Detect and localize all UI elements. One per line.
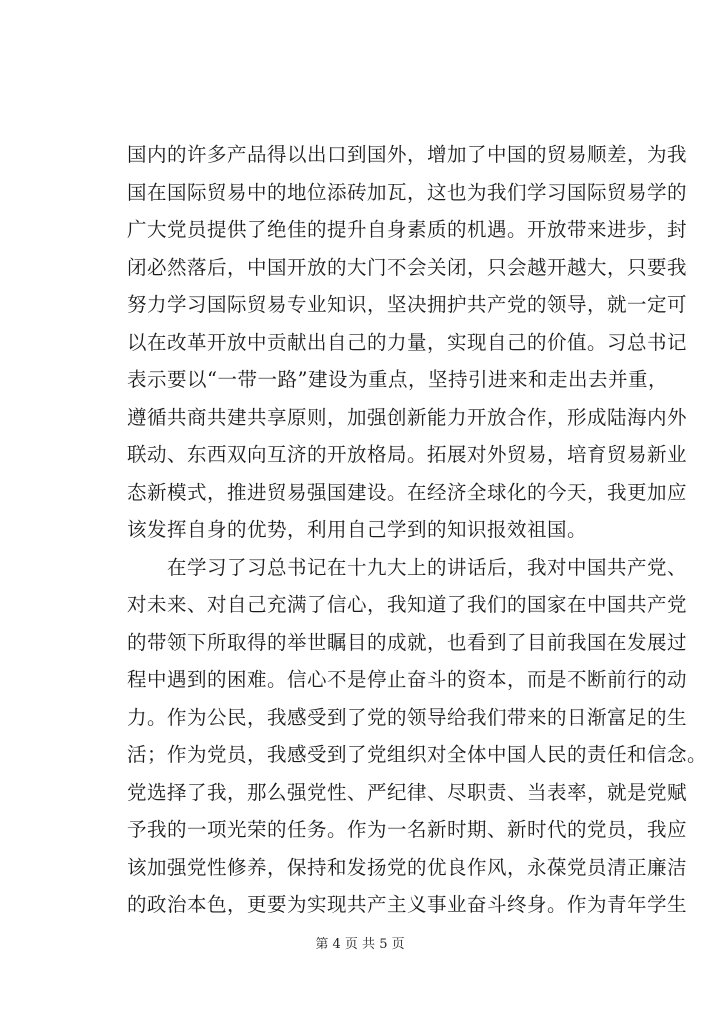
text-line: 的带领下所取得的举世瞩目的成就，也看到了目前我国在发展过 — [127, 630, 688, 654]
text-line: 国内的许多产品得以出口到国外，增加了中国的贸易顺差，为我 — [127, 143, 688, 166]
text-line: 该发挥自身的优势，利用自己学到的知识报效祖国。 — [127, 518, 588, 541]
text-line: 国在国际贸易中的地位添砖加瓦，这也为我们学习国际贸易学的 — [127, 180, 688, 204]
body-text — [127, 136, 708, 924]
text-line: 力。作为公民，我感受到了党的领导给我们带来的日渐富足的生 — [127, 705, 688, 729]
text-line: 遵循共商共建共享原则，加强创新能力开放合作，形成陆海内外 — [127, 405, 688, 429]
paragraph-1 — [127, 136, 688, 549]
page-footer: 第 4 页 共 5 页 — [315, 937, 405, 952]
text-line: 程中遇到的困难。信心不是停止奋斗的资本，而是不断前行的动 — [127, 668, 688, 691]
text-line: 在学习了习总书记在十九大上的讲话后，我对中国共产党、 — [127, 555, 688, 579]
text-line: 党选择了我，那么强党性、严纪律、尽职责、当表率，就是党赋 — [127, 780, 688, 804]
text-line: 以在改革开放中贡献出自己的力量，实现自己的价值。习总书记 — [127, 330, 688, 354]
text-line: 闭必然落后，中国开放的大门不会关闭，只会越开越大，只要我 — [127, 255, 688, 279]
text-line: 对未来、对自己充满了信心，我知道了我们的国家在中国共产党 — [127, 593, 688, 616]
text-line: 予我的一项光荣的任务。作为一名新时期、新时代的党员，我应 — [127, 818, 688, 841]
text-line: 的政治本色，更要为实现共产主义事业奋斗终身。作为青年学生 — [127, 893, 688, 916]
text-line: 表示要以“一带一路”建设为重点，坚持引进来和走出去并重， — [127, 368, 668, 391]
text-line: 该加强党性修养，保持和发扬党的优良作风，永葆党员清正廉洁 — [127, 855, 688, 879]
text-line: 活；作为党员，我感受到了党组织对全体中国人民的责任和信念。 — [127, 743, 708, 766]
text-line: 联动、东西双向互济的开放格局。拓展对外贸易，培育贸易新业 — [127, 443, 688, 466]
text-line: 广大党员提供了绝佳的提升自身素质的机遇。开放带来进步，封 — [127, 218, 688, 241]
text-line: 努力学习国际贸易专业知识，坚决拥护共产党的领导，就一定可 — [127, 293, 688, 316]
text-line: 态新模式，推进贸易强国建设。在经济全球化的今天，我更加应 — [127, 480, 688, 504]
paragraph-2 — [127, 549, 708, 924]
